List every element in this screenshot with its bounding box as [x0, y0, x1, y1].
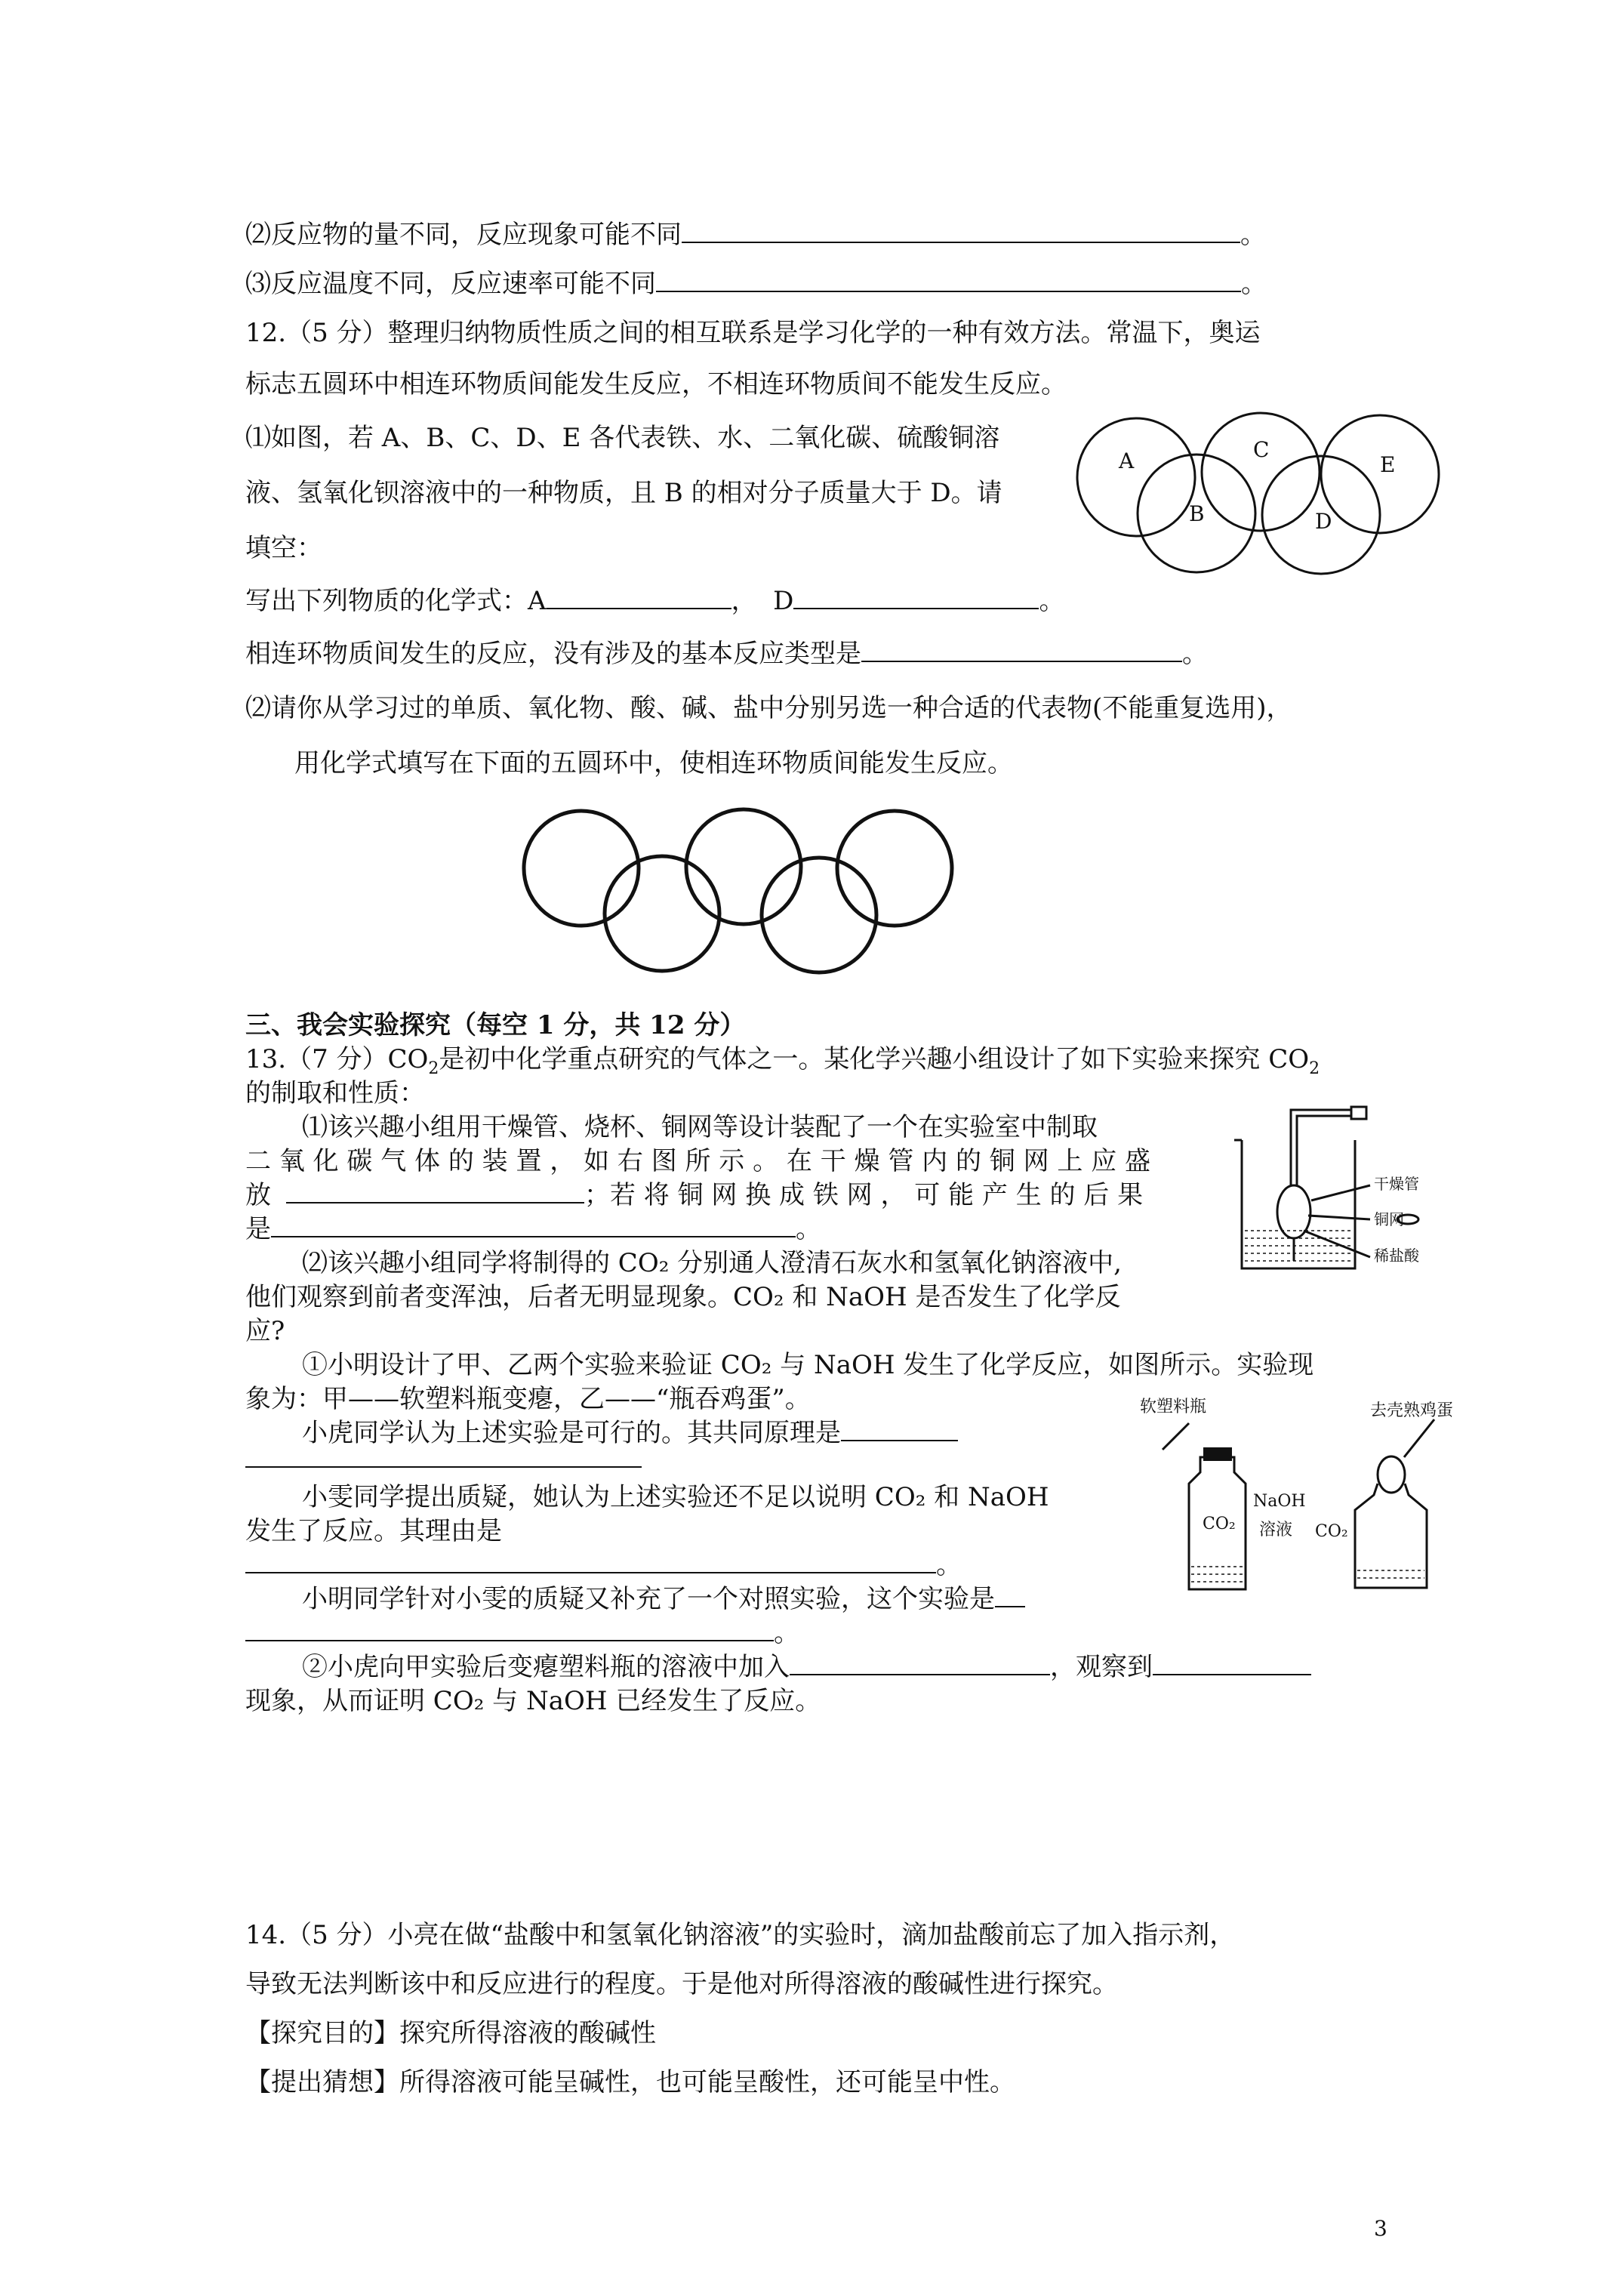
subscript: 2	[428, 1059, 439, 1078]
q14-line1: 14.（5 分）小亮在做“盐酸中和氢氧化钠溶液”的实验时，滴加盐酸前忘了加入指示剂，	[245, 1920, 1236, 1950]
olympic-rings-figure-labeled	[1072, 408, 1442, 585]
label-drying-tube: 干燥管	[1374, 1175, 1419, 1193]
formula-sep: ， D	[731, 586, 794, 616]
bottle-cap	[1203, 1447, 1232, 1461]
blank-consequence[interactable]	[271, 1213, 796, 1237]
olympic-rings-figure-blank[interactable]	[517, 800, 962, 997]
blank-principle[interactable]	[841, 1417, 958, 1441]
q13-part1-line2: 二 氧 化 碳 气 体 的 装 置 ， 如 右 图 所 示 。 在 干 燥 管 内 的 铜 网 上 应 盛	[245, 1146, 1150, 1176]
q13-c2-line1	[302, 1646, 1311, 1683]
blank-principle-cont[interactable]	[245, 1444, 642, 1468]
period: 。	[1240, 220, 1266, 250]
answer-blank[interactable]	[656, 268, 1241, 292]
text: 小明同学针对小雯的质疑又补充了一个对照实验，这个实验是	[302, 1584, 995, 1614]
formula-prefix: 写出下列物质的化学式：A	[245, 586, 547, 616]
q13-c1-line8	[245, 1612, 799, 1649]
blank-reaction-type[interactable]	[861, 638, 1182, 662]
label-solution: 溶液	[1259, 1521, 1293, 1539]
blank-phenomenon[interactable]	[1153, 1651, 1311, 1675]
formula-end: 。	[1039, 586, 1065, 616]
label-peeled-egg: 去壳熟鸡蛋	[1370, 1401, 1454, 1420]
label-copper-mesh: 铜网	[1374, 1210, 1404, 1228]
q12-reaction-type-line	[245, 633, 1208, 670]
blank-ring-3	[686, 809, 801, 924]
period: 。	[1241, 269, 1267, 299]
q13-c1-line6	[245, 1544, 962, 1581]
q13-c1-line3b	[245, 1444, 642, 1475]
q13-c1-line1: ①小明设计了甲、乙两个实验来验证 CO₂ 与 NaOH 发生了化学反应，如图所示。实验现	[302, 1350, 1314, 1380]
q13-part1-line3	[245, 1174, 1143, 1211]
label-dilute-hcl: 稀盐酸	[1374, 1247, 1419, 1265]
ring-label-c: C	[1253, 437, 1270, 462]
blank-reagent[interactable]	[790, 1651, 1050, 1675]
ring-label-d: D	[1315, 509, 1332, 534]
ring-label-e: E	[1380, 452, 1396, 477]
period: 。	[1182, 639, 1208, 669]
q14-line2: 导致无法判断该中和反应进行的程度。于是他对所得溶液的酸碱性进行探究。	[245, 1969, 1118, 1999]
q11-part2	[245, 214, 1266, 251]
q13-part1-line1: ⑴该兴趣小组用干燥管、烧杯、铜网等设计装配了一个在实验室中制取	[302, 1112, 1098, 1142]
section-3-title: 三、我会实验探究（每空 1 分，共 12 分）	[245, 1010, 746, 1040]
bottle-egg-figure	[1125, 1385, 1487, 1601]
co2-apparatus-figure	[1219, 1087, 1464, 1287]
text: 。	[796, 1214, 821, 1244]
q12-part1-line1: ⑴如图，若 A、B、C、D、E 各代表铁、水、二氧化碳、硫酸铜溶	[245, 423, 1000, 453]
reaction-type-question: 相连环物质间发生的反应，没有涉及的基本反应类型是	[245, 639, 861, 669]
ring-c	[1202, 413, 1320, 531]
blank-reason[interactable]	[245, 1549, 936, 1573]
blank-copper-mesh[interactable]	[286, 1179, 584, 1203]
q13-title-a: 13.（7 分）CO	[245, 1044, 429, 1074]
q12-part2-line2: 用化学式填写在下面的五圆环中，使相连环物质间能发生反应。	[294, 748, 1013, 778]
blank-control-exp-cont[interactable]	[245, 1617, 774, 1641]
q13-part2-line3: 应?	[245, 1316, 285, 1346]
q13-title-b: 是初中化学重点研究的气体之一。某化学兴趣小组设计了如下实验来探究 CO	[439, 1044, 1310, 1074]
q11-part2-text: ⑵反应物的量不同，反应现象可能不同	[245, 220, 682, 250]
q13-c2-line2: 现象，从而证明 CO₂ 与 NaOH 已经发生了反应。	[245, 1686, 821, 1716]
label-naoh: NaOH	[1253, 1492, 1306, 1511]
q12-part2-line1: ⑵请你从学习过的单质、氧化物、酸、碱、盐中分别另选一种合适的代表物(不能重复选用)，	[245, 693, 1292, 723]
page-number: 3	[1374, 2216, 1387, 2241]
q13-part1-line4	[245, 1208, 821, 1245]
label-soft-bottle: 软塑料瓶	[1140, 1398, 1207, 1416]
q11-part3	[245, 263, 1267, 300]
text: 放	[245, 1180, 271, 1210]
q12-title-line1: 12.（5 分）整理归纳物质性质之间的相互联系是学习化学的一种有效方法。常温下，奥运	[245, 318, 1261, 348]
q12-formula-line	[245, 580, 1064, 617]
text: 是	[245, 1214, 271, 1244]
ring-a	[1077, 418, 1195, 536]
blank-a[interactable]	[547, 585, 731, 609]
text: ②小虎向甲实验后变瘪塑料瓶的溶液中加入	[302, 1652, 790, 1682]
ring-label-a: A	[1119, 448, 1135, 473]
q13-c1-line5: 发生了反应。其理由是	[245, 1516, 502, 1546]
q13-c1-line2: 象为：甲——软塑料瓶变瘪，乙——“瓶吞鸡蛋”。	[245, 1384, 811, 1414]
q12-part1-line2: 液、氢氧化钡溶液中的一种物质，且 B 的相对分子质量大于 D。请	[245, 478, 1002, 508]
period: 。	[936, 1550, 962, 1580]
subscript: 2	[1309, 1059, 1320, 1078]
blank-ring-2	[605, 856, 719, 971]
text: ；若 将 铜 网 换 成 铁 网 ， 可 能 产 生 的 后 果	[584, 1180, 1144, 1210]
q13-part2-line1: ⑵该兴趣小组同学将制得的 CO₂ 分别通人澄清石灰水和氢氧化钠溶液中,	[302, 1248, 1122, 1278]
blank-ring-1	[524, 811, 639, 926]
label-co2-a: CO₂	[1203, 1515, 1236, 1533]
label-co2-b: CO₂	[1315, 1522, 1348, 1541]
ring-label-b: B	[1189, 501, 1205, 526]
text: ，观察到	[1050, 1652, 1153, 1682]
text: 小虎同学认为上述实验是可行的。其共同原理是	[302, 1418, 841, 1448]
q11-part3-text: ⑶反应温度不同，反应速率可能不同	[245, 269, 656, 299]
q12-part1-line3: 填空：	[245, 533, 322, 563]
q14-line4: 【提出猜想】所得溶液可能呈碱性，也可能呈酸性，还可能呈中性。	[245, 2067, 1015, 2097]
q13-c1-line7	[302, 1578, 1025, 1615]
q13-c1-line4: 小雯同学提出质疑，她认为上述实验还不足以说明 CO₂ 和 NaOH	[302, 1482, 1049, 1512]
blank-d[interactable]	[793, 585, 1039, 609]
q13-part2-line2: 他们观察到前者变浑浊，后者无明显现象。CO₂ 和 NaOH 是否发生了化学反	[245, 1282, 1121, 1312]
blank-control-exp[interactable]	[995, 1583, 1025, 1607]
q13-title-line2: 的制取和性质：	[245, 1078, 425, 1108]
answer-blank[interactable]	[682, 219, 1240, 243]
period: 。	[774, 1618, 799, 1648]
q14-line3: 【探究目的】探究所得溶液的酸碱性	[245, 2018, 656, 2048]
q12-title-line2: 标志五圆环中相连环物质间能发生反应，不相连环物质间不能发生反应。	[245, 369, 1067, 399]
